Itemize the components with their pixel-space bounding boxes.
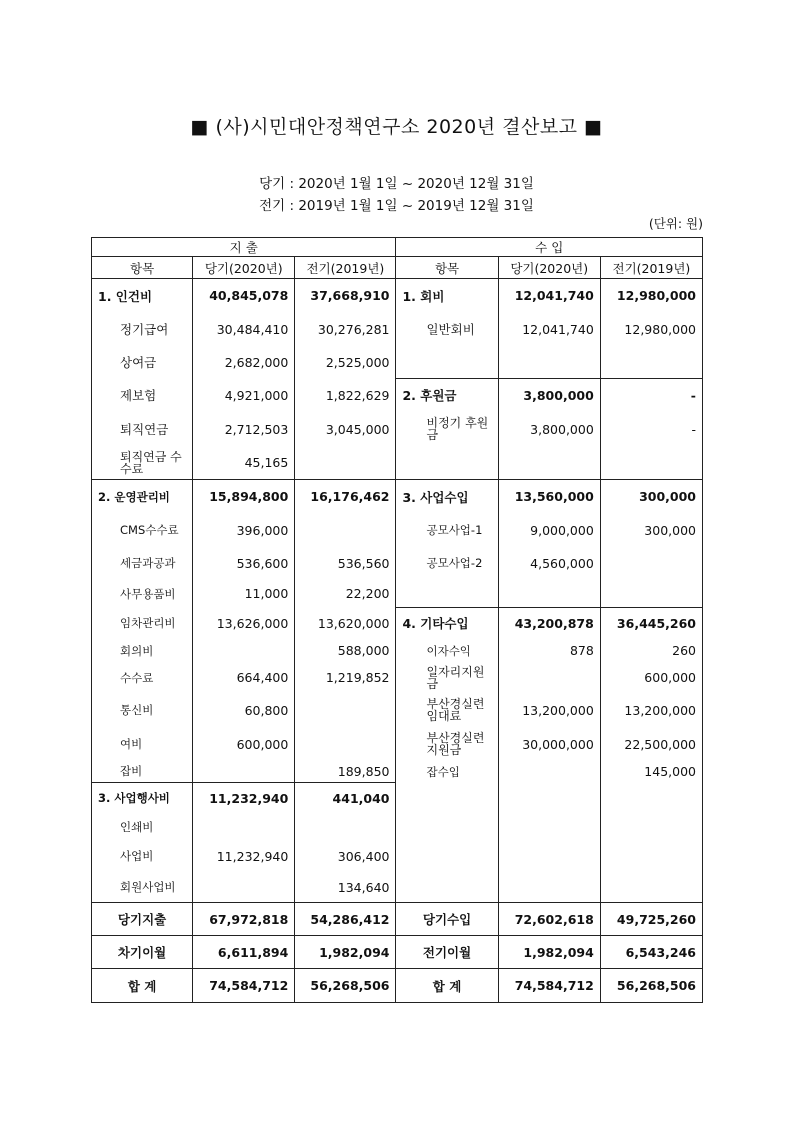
column-header-row xyxy=(92,257,703,279)
expense-prior-value xyxy=(295,514,396,547)
income-category: 2. 후원금 xyxy=(396,379,498,412)
expense-category: 3. 사업행사비 xyxy=(92,783,193,814)
prior-period: 전기 : 2019년 1월 1일 ~ 2019년 12월 31일 xyxy=(259,198,534,214)
income-current-header: 당기(2020년) xyxy=(498,257,600,279)
total-prior-value: 54,286,412 xyxy=(295,903,396,936)
table-row xyxy=(92,412,703,447)
table-row xyxy=(92,840,703,873)
income-item: 부산경실련 임대료 xyxy=(396,693,498,728)
income-current-value: 3,800,000 xyxy=(498,412,600,447)
income-current-value: 12,041,740 xyxy=(498,279,600,313)
grand-total-prior-value: 56,268,506 xyxy=(600,969,702,1003)
income-current-value: 43,200,878 xyxy=(498,608,600,639)
expense-prior-value: 13,620,000 xyxy=(295,608,396,639)
expense-prior-value: 3,045,000 xyxy=(295,412,396,447)
expense-item: 정기급여 xyxy=(120,322,169,337)
income-current-value: 30,000,000 xyxy=(498,728,600,761)
unit-label: (단위: 원) xyxy=(648,216,703,231)
expense-current-value: 40,845,078 xyxy=(193,279,295,313)
table-row xyxy=(92,379,703,412)
table-row xyxy=(92,728,703,761)
expense-current-value xyxy=(193,761,295,783)
income-item: 일반회비 xyxy=(396,313,498,346)
income-prior-value: 145,000 xyxy=(600,761,702,783)
expense-prior-value: 37,668,910 xyxy=(295,279,396,313)
grand-total-prior-value: 56,268,506 xyxy=(295,969,396,1003)
income-prior-value xyxy=(600,547,702,580)
expense-prior-value: 134,640 xyxy=(295,873,396,903)
income-prior-value xyxy=(600,447,702,480)
expense-prior-value: 441,040 xyxy=(295,783,396,814)
total-row xyxy=(92,903,703,936)
table-row xyxy=(92,693,703,728)
grand-total-label: 합 계 xyxy=(396,969,498,1003)
income-current-value xyxy=(498,447,600,480)
expense-current-value: 15,894,800 xyxy=(193,480,295,514)
expense-prior-value: 1,822,629 xyxy=(295,379,396,412)
expense-item: 상여금 xyxy=(120,355,157,370)
expense-current-value: 11,232,940 xyxy=(193,783,295,814)
table-row xyxy=(92,313,703,346)
expense-current-value: 45,165 xyxy=(193,447,295,480)
income-prior-value: 300,000 xyxy=(600,480,702,514)
income-item: 비정기 후원금 xyxy=(396,412,498,447)
income-item: 잡수입 xyxy=(396,761,498,783)
report-title: ■ (사)시민대안정책연구소 2020년 결산보고 ■ xyxy=(190,116,603,138)
expense-current-value: 600,000 xyxy=(193,728,295,761)
expense-item: CMS수수료 xyxy=(120,523,179,537)
income-prior-value: 22,500,000 xyxy=(600,728,702,761)
table-row xyxy=(92,580,703,608)
expense-item: 사무용품비 xyxy=(120,586,176,601)
expense-prior-value xyxy=(295,693,396,728)
expense-current-value: 11,232,940 xyxy=(193,840,295,873)
expense-item: 통신비 xyxy=(120,703,154,717)
expense-current-value: 536,600 xyxy=(193,547,295,580)
expense-prior-value: 22,200 xyxy=(295,580,396,608)
expense-current-header: 당기(2020년) xyxy=(193,257,295,279)
expense-item: 세금과공과 xyxy=(120,556,176,570)
expense-prior-value xyxy=(295,814,396,840)
expense-item: 수수료 xyxy=(120,670,154,685)
income-prior-value: 260 xyxy=(600,639,702,663)
total-current-value: 72,602,618 xyxy=(498,903,600,936)
expense-item: 회의비 xyxy=(120,643,154,658)
expense-prior-value: 30,276,281 xyxy=(295,313,396,346)
expense-header: 지 출 xyxy=(229,240,258,255)
table-row xyxy=(92,761,703,783)
expense-current-value xyxy=(193,873,295,903)
income-category: 4. 기타수입 xyxy=(396,608,498,639)
expense-item: 회원사업비 xyxy=(120,880,176,895)
expense-prior-value: 2,525,000 xyxy=(295,346,396,379)
expense-prior-value: 1,219,852 xyxy=(295,663,396,693)
income-item: 부산경실련 지원금 xyxy=(396,728,498,761)
income-prior-value: 600,000 xyxy=(600,663,702,693)
expense-current-value: 13,626,000 xyxy=(193,608,295,639)
income-item-header: 항목 xyxy=(396,257,498,279)
income-prior-header: 전기(2019년) xyxy=(600,257,702,279)
grand-total-current-value: 74,584,712 xyxy=(193,969,295,1003)
income-current-value xyxy=(498,663,600,693)
income-header: 수 입 xyxy=(396,238,703,257)
total-prior-value: 49,725,260 xyxy=(600,903,702,936)
table-row xyxy=(92,873,703,903)
table-row xyxy=(92,279,703,313)
income-current-value: 878 xyxy=(498,639,600,663)
expense-prior-value: 588,000 xyxy=(295,639,396,663)
income-prior-value: 13,200,000 xyxy=(600,693,702,728)
table-row xyxy=(92,663,703,693)
income-prior-value: 300,000 xyxy=(600,514,702,547)
total-current-value: 6,611,894 xyxy=(193,936,295,969)
expense-current-value: 30,484,410 xyxy=(193,313,295,346)
income-current-value: 3,800,000 xyxy=(498,379,600,412)
grand-total-current-value: 74,584,712 xyxy=(498,969,600,1003)
expense-current-value xyxy=(193,639,295,663)
total-label: 전기이월 xyxy=(396,936,498,969)
table-row xyxy=(92,514,703,547)
income-prior-value xyxy=(600,346,702,379)
income-item xyxy=(396,580,498,608)
total-current-value: 67,972,818 xyxy=(193,903,295,936)
expense-item: 제보험 xyxy=(120,388,157,403)
expense-item: 잡비 xyxy=(120,764,143,779)
expense-item: 여비 xyxy=(120,737,143,751)
expense-category: 1. 인건비 xyxy=(92,279,193,313)
expense-prior-header: 전기(2019년) xyxy=(295,257,396,279)
income-prior-value: 12,980,000 xyxy=(600,313,702,346)
income-current-value: 12,041,740 xyxy=(498,313,600,346)
table-row xyxy=(92,608,703,639)
income-category: 1. 회비 xyxy=(396,279,498,313)
total-label: 당기수입 xyxy=(396,903,498,936)
income-item: 공모사업-1 xyxy=(396,514,498,547)
expense-prior-value: 306,400 xyxy=(295,840,396,873)
table-row xyxy=(92,814,703,840)
income-item: 공모사업-2 xyxy=(396,547,498,580)
expense-item: 퇴직연금 xyxy=(120,422,169,437)
table-row xyxy=(92,447,703,480)
expense-item: 인쇄비 xyxy=(120,819,154,834)
expense-prior-value xyxy=(295,447,396,480)
income-item xyxy=(396,346,498,379)
grand-total-row xyxy=(92,969,703,1003)
expense-item: 임차관리비 xyxy=(120,616,176,630)
expense-item-header: 항목 xyxy=(92,257,193,279)
expense-current-value: 4,921,000 xyxy=(193,379,295,412)
total-prior-value: 1,982,094 xyxy=(295,936,396,969)
total-current-value: 1,982,094 xyxy=(498,936,600,969)
expense-prior-value xyxy=(295,728,396,761)
income-current-value: 9,000,000 xyxy=(498,514,600,547)
total-row xyxy=(92,936,703,969)
income-current-value xyxy=(498,761,600,783)
table-row xyxy=(92,480,703,514)
income-current-value xyxy=(498,580,600,608)
expense-current-value: 664,400 xyxy=(193,663,295,693)
total-prior-value: 6,543,246 xyxy=(600,936,702,969)
expense-current-value: 396,000 xyxy=(193,514,295,547)
income-current-value: 4,560,000 xyxy=(498,547,600,580)
income-category: 3. 사업수입 xyxy=(396,480,498,514)
income-prior-value: - xyxy=(600,379,702,412)
expense-prior-value: 536,560 xyxy=(295,547,396,580)
income-prior-value: 36,445,260 xyxy=(600,608,702,639)
total-label: 차기이월 xyxy=(92,936,193,969)
income-prior-value: 12,980,000 xyxy=(600,279,702,313)
expense-item: 사업비 xyxy=(120,849,154,863)
expense-prior-value: 189,850 xyxy=(295,761,396,783)
table-row xyxy=(92,639,703,663)
income-current-value: 13,200,000 xyxy=(498,693,600,728)
expense-category: 2. 운영관리비 xyxy=(92,480,193,514)
expense-prior-value: 16,176,462 xyxy=(295,480,396,514)
table-row xyxy=(92,783,703,814)
expense-current-value: 11,000 xyxy=(193,580,295,608)
expense-item: 퇴직연금 수수료 xyxy=(120,449,182,476)
section-header-row xyxy=(92,238,703,257)
income-current-value xyxy=(498,346,600,379)
expense-current-value xyxy=(193,814,295,840)
income-prior-value xyxy=(600,580,702,608)
expense-current-value: 60,800 xyxy=(193,693,295,728)
table-row xyxy=(92,547,703,580)
income-item xyxy=(396,447,498,480)
income-prior-value: - xyxy=(600,412,702,447)
expense-current-value: 2,682,000 xyxy=(193,346,295,379)
total-label: 당기지출 xyxy=(92,903,193,936)
income-current-value: 13,560,000 xyxy=(498,480,600,514)
grand-total-label: 합 계 xyxy=(92,969,193,1003)
settlement-table xyxy=(91,237,703,1003)
income-item: 일자리지원금 xyxy=(396,663,498,693)
current-period: 당기 : 2020년 1월 1일 ~ 2020년 12월 31일 xyxy=(259,176,534,192)
income-item: 이자수익 xyxy=(396,639,498,663)
expense-current-value: 2,712,503 xyxy=(193,412,295,447)
table-row xyxy=(92,346,703,379)
